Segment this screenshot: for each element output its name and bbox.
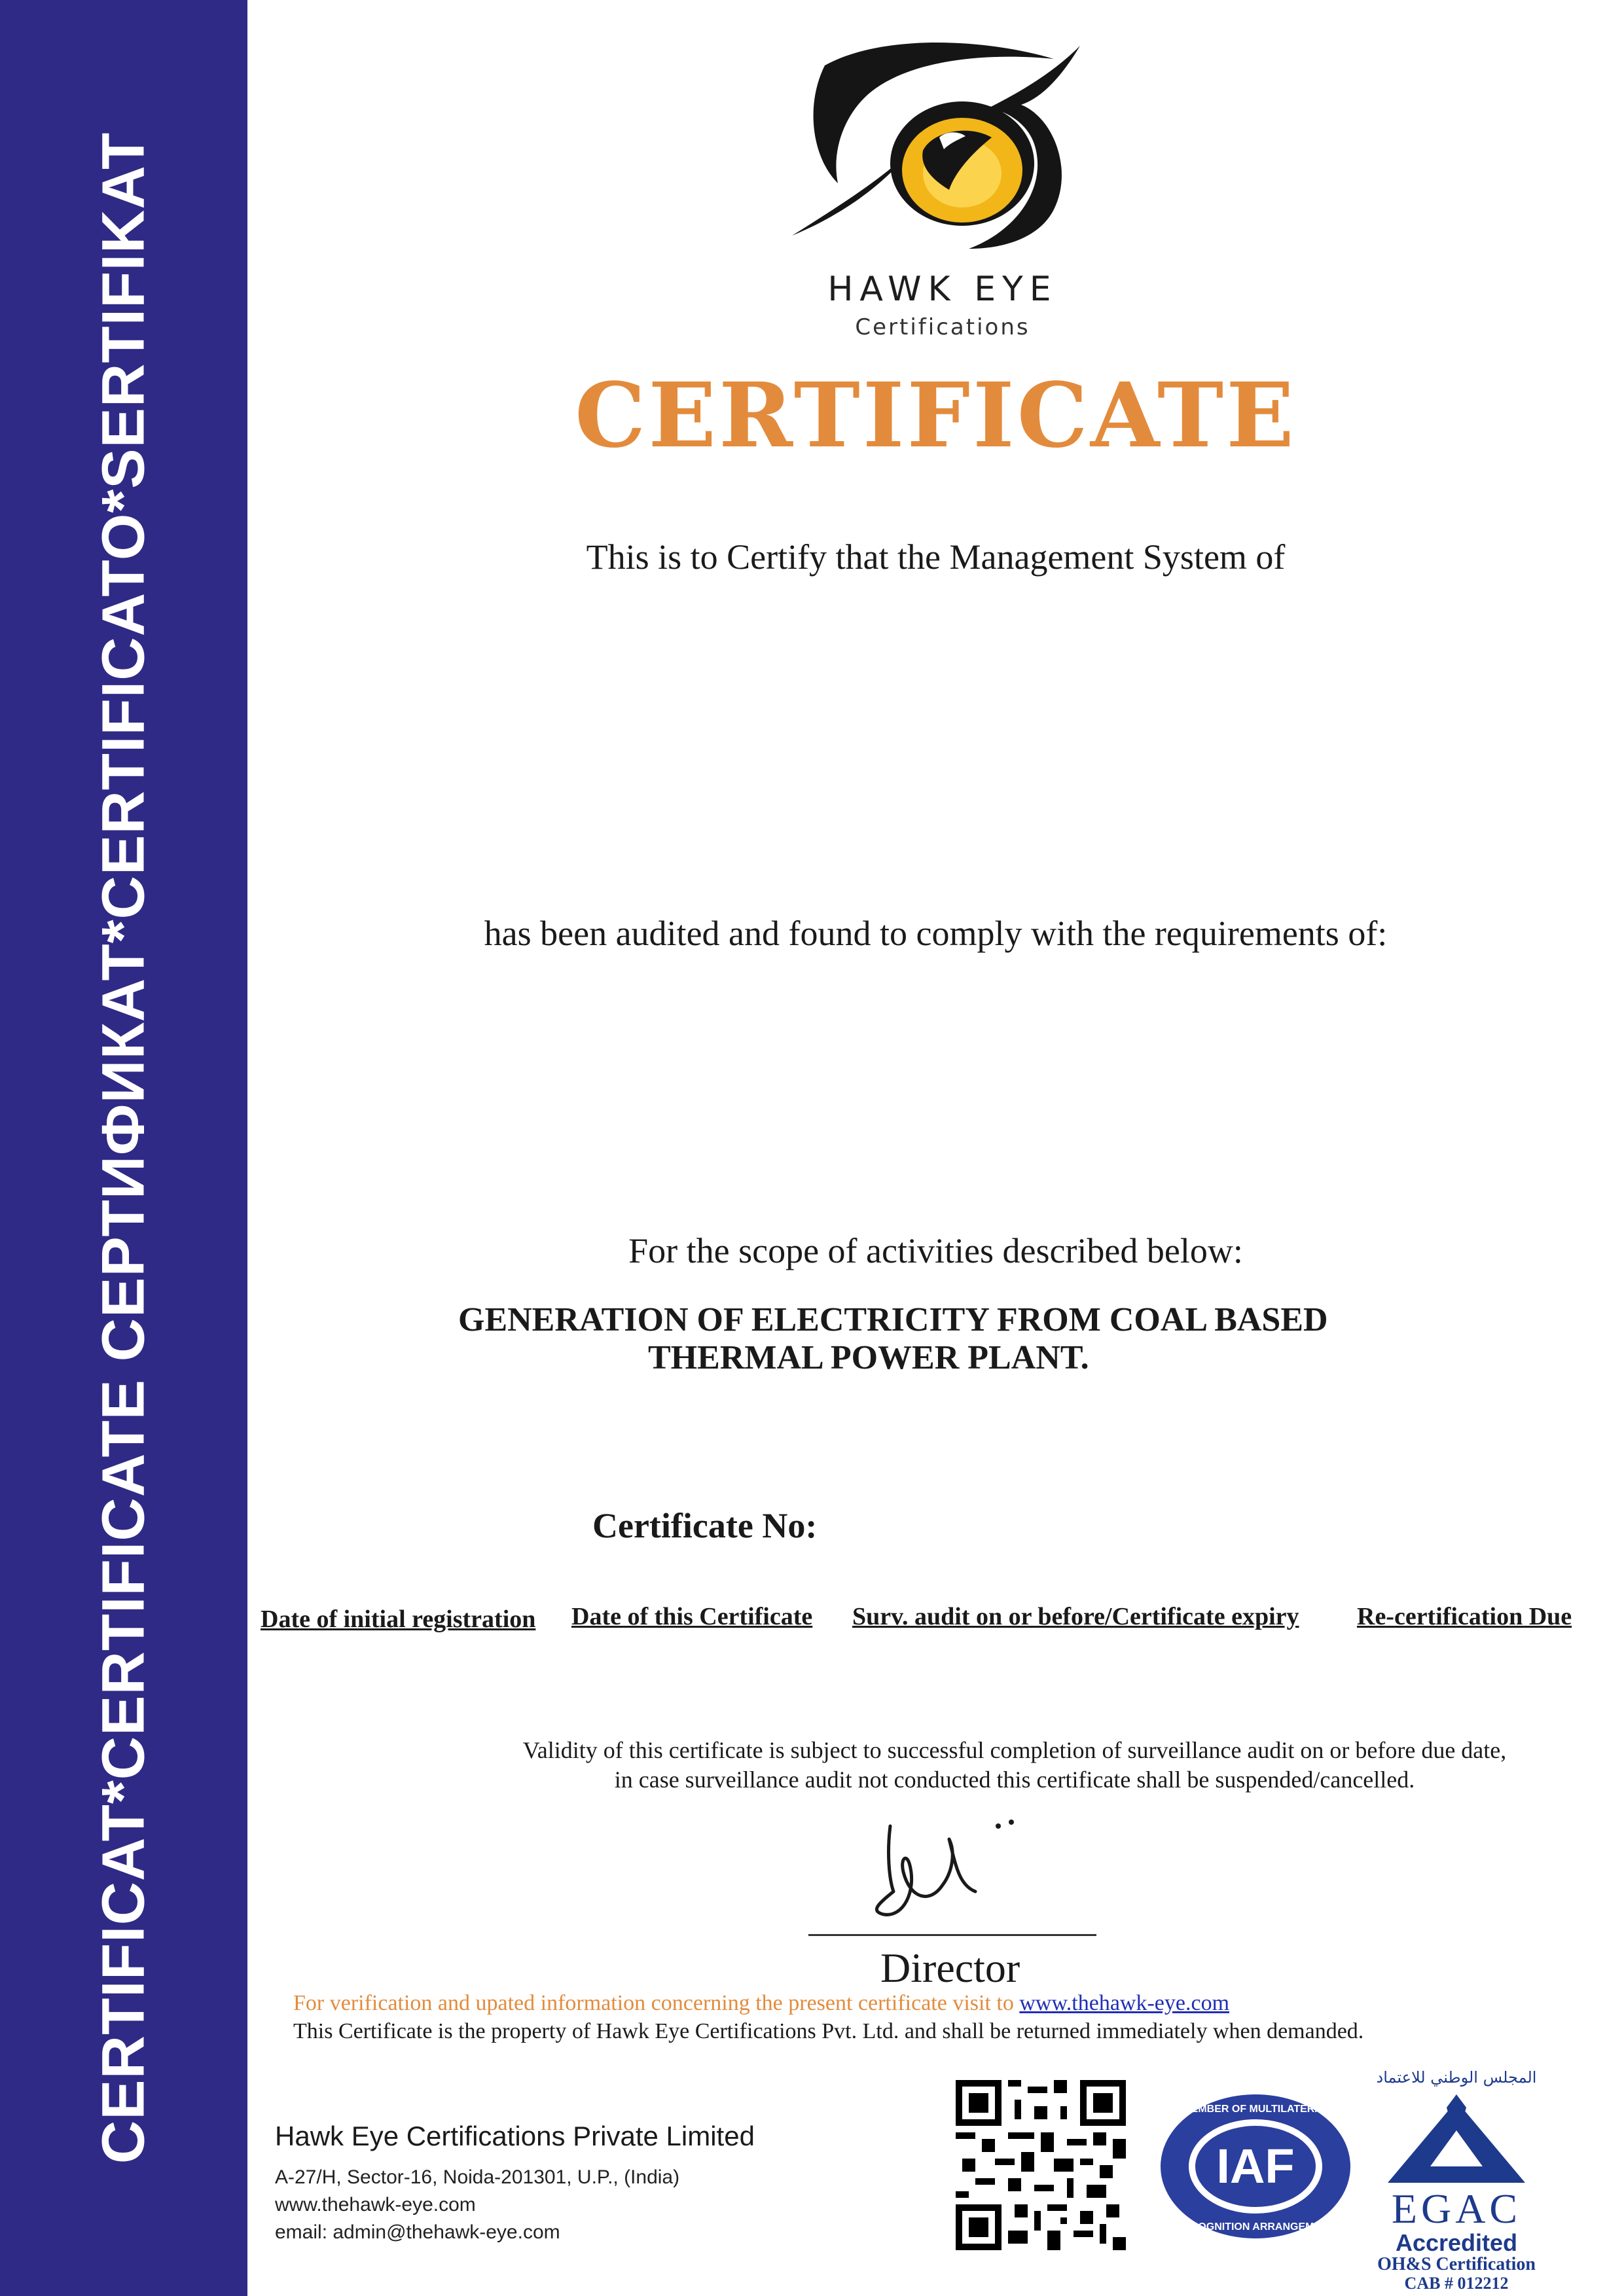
logo-sub: Certifications	[855, 314, 1030, 340]
audited-statement: has been audited and found to comply with the requirements of:	[484, 914, 1388, 953]
signature-line	[808, 1934, 1096, 1936]
iaf-ring-bottom: RECOGNITION ARRANGEMENT	[1176, 2221, 1335, 2233]
hawk-eye-icon	[772, 39, 1113, 262]
egac-accredited: Accredited	[1395, 2229, 1518, 2256]
hawk-eye-logo	[772, 39, 1113, 347]
date-surv-audit: Surv. audit on or before/Certificate expiry	[852, 1603, 1299, 1630]
footer-website: www.thehawk-eye.com	[275, 2194, 476, 2215]
footer-address: A-27/H, Sector-16, Noida-201301, U.P., (India)	[275, 2166, 680, 2188]
egac-cab-number: CAB # 012212	[1404, 2274, 1509, 2293]
certify-intro: This is to Certify that the Management System of	[586, 537, 1286, 577]
validity-line-1: Validity of this certificate is subject to successful completion of surveillance audit on or before due date,	[522, 1737, 1507, 1763]
verification-link[interactable]: www.thehawk-eye.com	[1019, 1991, 1230, 2015]
iaf-ring-top: MEMBER OF MULTILATERAL	[1182, 2104, 1329, 2115]
scope-line-2: THERMAL POWER PLANT.	[648, 1339, 1089, 1376]
footer-email: email: admin@thehawk-eye.com	[275, 2221, 560, 2243]
property-note: This Certificate is the property of Hawk Eye Certifications Pvt. Ltd. and shall be returned immediately when demanded.	[293, 2019, 1364, 2043]
certificate-title: CERTIFICATE	[575, 363, 1297, 468]
side-banner	[0, 0, 247, 2296]
verification-note	[293, 1991, 1229, 2016]
egac-mountain-icon	[1384, 2094, 1528, 2186]
date-recertification-due: Re-certification Due	[1357, 1603, 1572, 1630]
iaf-logo	[1157, 2091, 1354, 2242]
certificate-no-label: Certificate No:	[592, 1506, 818, 1545]
iaf-main-text: IAF	[1216, 2139, 1295, 2193]
footer-company-name: Hawk Eye Certifications Private Limited	[275, 2121, 755, 2151]
scope-description	[458, 1301, 1624, 1377]
verification-text: For verification and upated information concerning the present certificate visit to	[293, 1991, 1020, 2015]
side-banner-text: CERTIFICAT*CERTIFICATE СЕРТИФИКАТ*CERTIFICATO*SERTIFIKAT	[90, 132, 157, 2164]
date-initial-registration: Date of initial registration	[261, 1605, 536, 1633]
director-title: Director	[880, 1945, 1020, 1991]
validity-line-2: in case surveillance audit not conducted this certificate shall be suspended/cancelled.	[614, 1767, 1415, 1793]
date-this-certificate: Date of this Certificate	[571, 1603, 813, 1630]
egac-arabic: المجلس الوطني للاعتماد	[1376, 2068, 1537, 2087]
egac-main: EGAC	[1391, 2185, 1522, 2232]
validity-note	[458, 1736, 1571, 1795]
scope-line-1: GENERATION OF ELECTRICITY FROM COAL BASED	[458, 1301, 1328, 1338]
qr-code[interactable]	[956, 2080, 1126, 2250]
logo-brand: HAWK EYE	[827, 270, 1058, 309]
director-signature	[864, 1813, 1021, 1924]
egac-logo	[1358, 2068, 1555, 2291]
scope-intro: For the scope of activities described below:	[628, 1231, 1243, 1270]
egac-scheme: OH&S Certification	[1377, 2254, 1536, 2274]
